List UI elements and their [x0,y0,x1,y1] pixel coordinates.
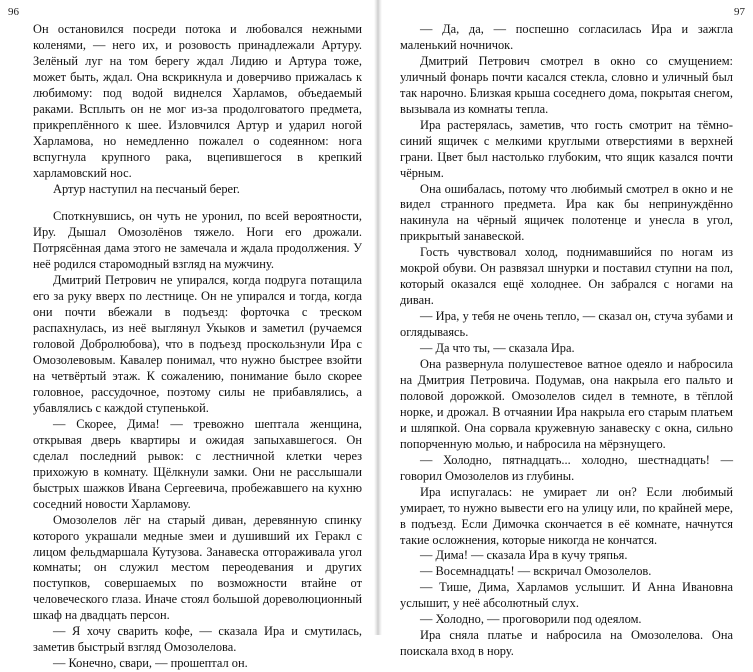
paragraph: Дмитрий Петрович смотрел в окно со смущением: уличный фонарь почти касался стекла, словно и уличный был так нарочно. Близкая крыша соседнего дома, покрытая снегом, вызывала из комнаты тепла. [400,53,733,116]
page-number: 97 [734,6,745,18]
paragraph: — Холодно, — проговорили под одеялом. [420,612,642,627]
paragraph: Она развернула полушестевое ватное одеяло и набросила на Дмитрия Петровича. Подумав, она накрыла его пальто и половой дорожкой. Омозолелов сидел в темноте, в тёплой норке, и дрожал. В отчаянии Ира накрыла его старым платьем и шляпкой. Она сорвала кружевную занавеску с окна, сильно попорченную молью, и набросила на мёрзнущего. [400,357,733,451]
paragraph: Ира растерялась, заметив, что гость смотрит на тёмно-синий ящичек с мелкими круглыми отверстиями в верхней грани. Цвет был настолько глубоким, что ящик казался почти чёрным. [400,117,733,180]
paragraph: Она ошибалась, потому что любимый смотрел в окно и не видел странного предмета. Ира как бы непринуждённо накинула на чёрный ящичек полотенце и унесла в угол, прикрытый занавеской. [400,181,733,244]
paragraph: — Восемнадцать! — вскричал Омозолелов. [420,564,652,579]
paragraph: Омозолелов лёг на старый диван, деревянную спинку которого украшали медные змеи и душивший их Геракл с лицом фельдмаршала Кутузова. Занавеска отгораживала угол комнаты; он служил местом переодевания и других поступков, совершаемых по возможности втайне от человеческого глаза. Иначе стоял большой дореволюционный шкаф на двадцать персон. [33,512,362,623]
paragraph: — Холодно, пятнадцать... холодно, шестнадцать! — говорил Омозолелов из глубины. [400,452,733,483]
paragraph: — Тише, Дима, Харламов услышит. И Анна Ивановна услышит, у неё абсолютный слух. [400,580,733,611]
left-page-text [33,22,362,672]
paragraph: Споткнувшись, он чуть не уронил, по всей вероятности, Иру. Дышал Омозолёнов тяжело. Ноги его дрожали. Потрясённая дама этого не замечала и ждала продолжения. У неё родился старомодный взгляд на мужчину. [33,209,362,272]
paragraph: — Да что ты, — сказала Ира. [420,341,575,356]
paragraph: — Я хочу сварить кофе, — сказала Ира и смутилась, заметив быстрый взгляд Омозолелова. [33,624,362,655]
paragraph: — Да, да, — поспешно согласилась Ира и зажгла маленький ночничок. [400,22,733,52]
paragraph: Ира испугалась: не умирает ли он? Если любимый умирает, то нужно вывести его на улицу или, по крайней мере, в подъезд. Если Димочка скончается в её комнате, начнутся такие осложнения, которые никогда не кончатся. [400,484,733,547]
left-page [0,0,372,671]
paragraph: — Скорее, Дима! — тревожно шептала женщина, открывая дверь квартиры и ожидая запыхавшегося. Он сделал последний рывок: с лестничной клетки через прихожую в комнату. Щёлкнули замки. Они не расслышали быстрых шажков Ивана Сергеевича, пробежавшего на кухню соседний новости Харламову. [33,416,362,511]
paragraph: Артур наступил на песчаный берег. [53,181,240,196]
paragraph: — Ира, у тебя не очень тепло, — сказал он, стуча зубами и оглядываясь. [400,309,733,340]
book-spine-gutter [374,0,382,635]
right-page [384,0,753,659]
paragraph: — Дима! — сказала Ира в кучу тряпья. [420,548,628,563]
paragraph: — Конечно, свари, — прошептал он. [53,656,248,671]
paragraph: Ира сняла платье и набросила на Омозолелова. Она поискала вход в нору. [400,628,733,659]
paragraph: Он остановился посреди потока и любовался нежными коленями, — него их, и розовость принадлежали Артуру. Зелёный луг на том берегу ждал Лидию и Артура тоже, может быть, ждал. Она вскрикнула и доверчиво прижалась к любимому: под водой виднелся Харламов, объедаемый раками. Всплыть он не мог из-за продолговатого предмета, прикреплённого к шее. Изловчился Артур и ударил ногой Харламова, но немедленно пожалел о содеянном: нога вспугнула крупного рака, вцепившегося в крепкий харламовский нос. [33,22,362,180]
paragraph: Дмитрий Петрович не упирался, когда подруга потащила его за руку вверх по лестнице. Он не упирался и тогда, когда они почти вбежали в подъезд: форточка с треском распахнулась, из неё выглянул Укыков и заметил (ручаемся головой Добролюбова), что в подъезд проскользнули Ира с Омозолевовым. Кавалер понимал, что нужно быстрее взойти на четвёртый этаж. К сожалению, понимание было скорее головное, рассудочное, поэтому силы не прибавлялись, а убавлялись с каждой ступенькой. [33,273,362,415]
section-break [33,197,362,209]
right-page-text [400,22,733,660]
page-number: 96 [8,6,19,18]
paragraph: Гость чувствовал холод, поднимавшийся по ногам из мокрой обуви. Он развязал шнурки и поставил ступни на пол, который оказался ещё холоднее. Он забрался с ногами на диван. [400,245,733,308]
